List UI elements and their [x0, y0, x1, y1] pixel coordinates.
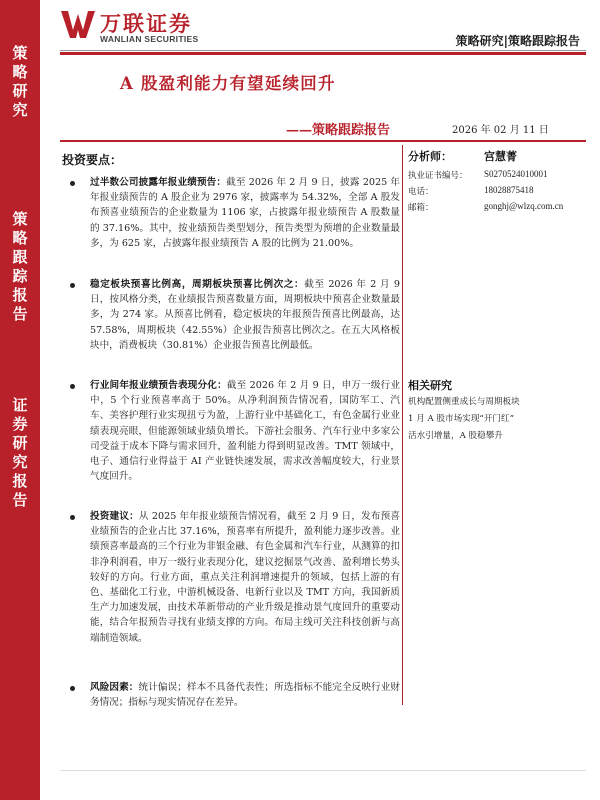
bullet-heading: 行业间年报业绩预告表现分化：	[90, 380, 227, 391]
sidebar-char: 报	[12, 472, 28, 490]
bullet-icon	[70, 283, 75, 288]
bullet-text	[90, 509, 400, 646]
analyst-title: 分析师：	[408, 150, 452, 163]
related-research-list	[408, 394, 583, 445]
related-research-link[interactable]: 机构配置侧重成长与周期板块	[408, 397, 520, 407]
phone-number: 18028875418	[484, 185, 534, 195]
sidebar-char: 踪	[12, 267, 28, 285]
bullet-heading: 稳定板块预喜比例高，周期板块预喜比例次之：	[90, 279, 305, 290]
list-item	[70, 378, 400, 484]
email-row	[408, 198, 586, 214]
sidebar-char: 研	[12, 434, 28, 452]
bullet-heading: 风险因素：	[90, 682, 139, 693]
sidebar-char: 策	[12, 44, 28, 62]
bullet-text	[90, 680, 400, 710]
sidebar-char: 究	[12, 101, 28, 119]
related-research-link[interactable]: 1 月 A 股市场实现“开门红”	[408, 414, 514, 424]
header-divider-thin	[60, 50, 586, 51]
section-title: 投资要点：	[62, 153, 123, 167]
license-row	[408, 166, 586, 182]
report-date: 2026 年 02 月 11 日	[452, 125, 549, 136]
sidebar-char: 略	[12, 229, 28, 247]
sidebar-char: 究	[12, 453, 28, 471]
bullet-body: 截至 2026 年 2 月 9 日，按风格分类，在业绩报告预喜数量方面，周期板块中预喜企业数量最多，为 274 家。从预喜比例看，稳定板块的年报预告预喜比例最高，达 57.58%，周期板块（42.55%）企业报告预喜比例次之。在五大风格板块中，消费板块（30.81%）企业报告预喜比例最低。	[90, 279, 400, 351]
list-item	[70, 680, 400, 710]
sidebar-label-strategy-research	[0, 44, 40, 120]
bullet-heading: 过半数公司披露年报业绩预告：	[90, 177, 227, 188]
company-logo	[60, 6, 220, 46]
analyst-name: 宫慧菁	[484, 150, 517, 163]
sidebar-char: 告	[12, 491, 28, 509]
logo-chinese-name: 万联证券	[100, 12, 192, 36]
title-divider	[60, 140, 586, 142]
sidebar-char: 策	[12, 210, 28, 228]
bullet-text	[90, 175, 400, 251]
sidebar-char: 跟	[12, 248, 28, 266]
bullet-icon	[70, 515, 75, 520]
related-research-link[interactable]: 活水引增量，A 股稳攀升	[408, 431, 503, 441]
list-item	[70, 175, 400, 251]
analyst-info	[408, 148, 586, 214]
bullet-body: 截至 2026 年 2 月 9 日，申万一级行业中，5 个行业预喜率高于 50%。从净利润预告情况看，国防军工、汽车、美容护理行业实现扭亏为盈，上游行业中基础化工，有色金属行业业绩表现亮眼，但能源领域业绩负增长。下游社会服务、汽车行业中多家公司受益于成本下降与需求回升，盈利能力得到明显改善。TMT 领域中，电子、通信行业得益于 AI 产业链快速发展，需求改善幅度较大，行业景气度回升。	[90, 380, 400, 483]
sidebar-char: 告	[12, 305, 28, 323]
report-category: 策略研究|策略跟踪报告	[455, 34, 580, 48]
bullet-text	[90, 378, 400, 484]
sidebar-char: 研	[12, 82, 28, 100]
license-number: S0270524010001	[484, 169, 548, 179]
bullet-body: 从 2025 年年报业绩预告情况看，截至 2 月 9 日，发布预喜业绩预告的企业占比 37.16%，预喜率有所提升，盈利能力逐步改善。业绩预喜率最高的三个行业为非银金融、有色金属和汽车行业，从测算的扣非净利润看，申万一级行业表现分化，建议挖掘景气改善、盈利增长势头较好的方向。行业方面，重点关注利润增速提升的领域，包括上游的有色、基础化工行业，中游机械设备、电新行业以及 TMT 方向，我国新质生产力加速发展，由技术革新带动的产业升级是推动景气度回升的重要动能，结合年报预告寻找有业绩支撑的方向。布局主线可关注科技创新与高端制造领域。	[90, 511, 401, 644]
report-subtitle: ——策略跟踪报告	[286, 123, 391, 138]
footer-divider	[60, 770, 586, 771]
logo-english-name: WANLIAN SECURITIES	[100, 34, 199, 44]
phone-row	[408, 182, 586, 198]
sidebar-char: 略	[12, 63, 28, 81]
left-sidebar-band	[0, 0, 40, 800]
bullet-body: 截至 2026 年 2 月 9 日，披露 2025 年年报业绩预告的 A 股企业为 2976 家，披露率为 54.32%，全部 A 股发布预喜业绩预告的企业数量为 1106 家，占披露年报业绩预告 A 股数量的 37.16%。其中，按业绩预告类型划分，预告类型为预增的企业数量最多，为 625 家，占披露年报业绩预告 A 股的比例为 21.00%。	[90, 177, 401, 249]
bullet-icon	[70, 686, 75, 691]
license-label: 执业证书编号：	[408, 171, 468, 181]
email-label: 邮箱：	[408, 203, 434, 213]
bullet-icon	[70, 384, 75, 389]
bullet-body: 统计偏误；样本不具备代表性；所选指标不能完全反映行业财务情况；指标与现实情况存在差异。	[90, 682, 400, 709]
header-divider-thick	[60, 52, 586, 55]
analyst-header	[408, 148, 586, 166]
bullet-heading: 投资建议：	[90, 511, 139, 522]
report-title: A 股盈利能力有望延续回升	[120, 74, 336, 93]
investment-highlights	[60, 145, 403, 709]
list-item	[70, 509, 400, 646]
sidebar-char: 券	[12, 415, 28, 433]
phone-label: 电话：	[408, 187, 434, 197]
sidebar-label-strategy-tracking	[0, 210, 40, 324]
wanlian-logo-icon	[60, 8, 96, 40]
bullet-text	[90, 277, 400, 353]
bullet-icon	[70, 181, 75, 186]
related-research-title: 相关研究	[408, 379, 452, 392]
sidebar-char: 报	[12, 286, 28, 304]
sidebar-label-securities-report	[0, 396, 40, 510]
email-link[interactable]: gonghj@wlzq.com.cn	[484, 201, 564, 211]
list-item	[70, 277, 400, 353]
sidebar-char: 证	[12, 396, 28, 414]
